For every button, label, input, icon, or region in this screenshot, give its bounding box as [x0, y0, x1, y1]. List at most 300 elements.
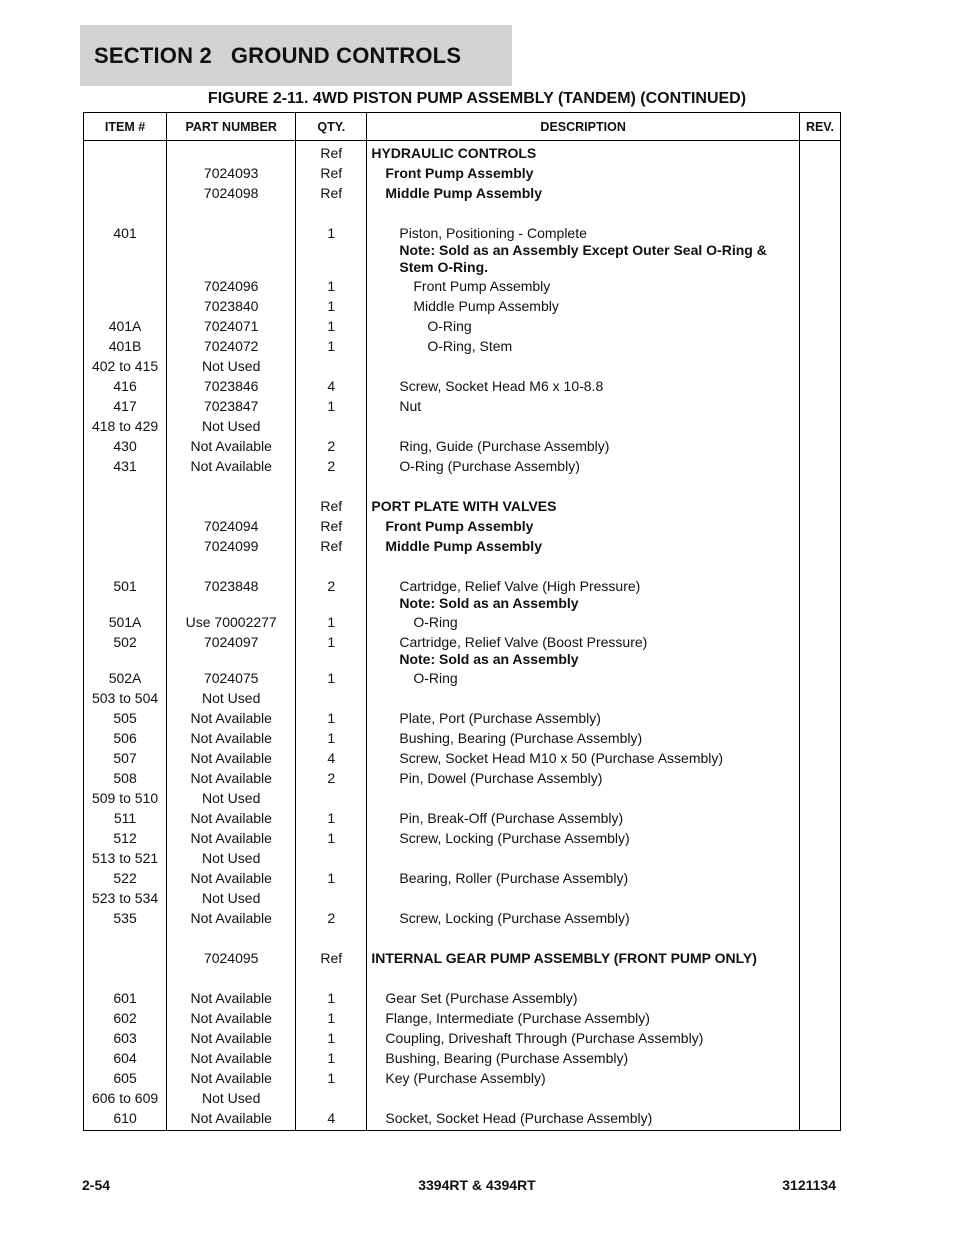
qty-cell-text: [296, 788, 366, 790]
rev-cell: [799, 1068, 840, 1088]
table-spacer-row: [84, 556, 841, 576]
description-text: Front Pump Assembly: [385, 518, 534, 534]
description-cell: [367, 808, 800, 828]
table-spacer-row: [84, 968, 841, 988]
qty-cell: [296, 496, 367, 516]
description-text: Nut: [399, 398, 422, 414]
rev-cell: [799, 828, 840, 848]
description-cell: [367, 223, 800, 276]
description-text: O-Ring (Purchase Assembly): [399, 458, 580, 474]
part-number-cell: [167, 768, 296, 788]
qty-cell-text: 1: [327, 225, 336, 241]
rev-cell: [799, 788, 840, 808]
table-row: [84, 336, 841, 356]
item-number-cell-text: [84, 496, 166, 498]
qty-cell-text: Ref: [320, 498, 343, 514]
table-spacer-row: [84, 928, 841, 948]
item-number-cell-text: [84, 276, 166, 278]
item-number-cell-text: 602: [113, 1010, 137, 1026]
description-text: Pin, Break-Off (Purchase Assembly): [399, 810, 624, 826]
part-number-cell: [167, 356, 296, 376]
description-text: Gear Set (Purchase Assembly): [385, 990, 578, 1006]
part-number-cell: [167, 828, 296, 848]
item-number-cell: [84, 808, 167, 828]
part-number-cell: [167, 988, 296, 1008]
item-number-cell: [84, 516, 167, 536]
item-number-cell-text: 513 to 521: [91, 850, 159, 866]
item-number-cell-text: 503 to 504: [91, 690, 159, 706]
part-number-cell: [167, 296, 296, 316]
part-number-cell-text: [167, 223, 295, 225]
item-number-cell-text: [84, 183, 166, 185]
description-text: Piston, Positioning - Complete: [399, 225, 587, 241]
item-number-cell-text: 402 to 415: [91, 358, 159, 374]
table-row: [84, 276, 841, 296]
part-number-cell-text: Not Available: [190, 810, 272, 826]
item-number-cell-text: [84, 143, 166, 145]
item-number-cell-text: 401: [113, 225, 137, 241]
rev-cell: [799, 141, 840, 164]
qty-cell: [296, 276, 367, 296]
rev-cell: [799, 576, 840, 612]
part-number-cell: [167, 788, 296, 808]
description-cell: [367, 728, 800, 748]
column-header-rev: REV.: [799, 113, 840, 141]
qty-cell-text: Ref: [320, 950, 343, 966]
part-number-cell: [167, 612, 296, 632]
document-number: 3121134: [782, 1177, 836, 1193]
qty-cell: [296, 456, 367, 476]
part-number-cell-text: 7024096: [203, 278, 259, 294]
qty-cell-text: 1: [327, 614, 336, 630]
qty-cell-text: 1: [327, 870, 336, 886]
table-row: [84, 296, 841, 316]
table-row: [84, 1028, 841, 1048]
rev-cell: [799, 612, 840, 632]
table-row: [84, 1008, 841, 1028]
rev-cell: [799, 748, 840, 768]
spacer-cell: [799, 476, 840, 496]
part-number-cell-text: 7023847: [203, 398, 259, 414]
qty-cell-text: [296, 888, 366, 890]
description-text: Flange, Intermediate (Purchase Assembly): [385, 1010, 650, 1026]
item-number-cell-text: 535: [113, 910, 137, 926]
part-number-cell: [167, 1088, 296, 1108]
qty-cell-text: 1: [327, 830, 336, 846]
part-number-cell-text: Not Available: [190, 458, 272, 474]
item-number-cell: [84, 276, 167, 296]
table-row: [84, 223, 841, 276]
table-row: [84, 536, 841, 556]
qty-cell-text: Ref: [320, 165, 343, 181]
part-number-cell-text: Not Used: [202, 850, 261, 866]
rev-cell: [799, 516, 840, 536]
table-row: [84, 612, 841, 632]
table-row: [84, 728, 841, 748]
rev-cell: [799, 948, 840, 968]
description-cell: [367, 396, 800, 416]
qty-cell-text: 1: [327, 990, 336, 1006]
spacer-cell: [799, 203, 840, 223]
spacer-cell: [167, 556, 296, 576]
table-row: [84, 416, 841, 436]
rev-cell: [799, 456, 840, 476]
qty-cell-text: Ref: [320, 538, 343, 554]
table-row: [84, 708, 841, 728]
qty-cell-text: Ref: [320, 145, 343, 161]
qty-cell: [296, 1028, 367, 1048]
description-cell: [367, 612, 800, 632]
description-cell: [367, 788, 800, 808]
rev-cell: [799, 988, 840, 1008]
description-cell: [367, 456, 800, 476]
spacer-cell: [296, 968, 367, 988]
item-number-cell-text: 431: [113, 458, 137, 474]
description-cell: [367, 496, 800, 516]
qty-cell-text: 1: [327, 318, 336, 334]
item-number-cell: [84, 748, 167, 768]
item-number-cell-text: 511: [113, 810, 137, 826]
rev-cell: [799, 223, 840, 276]
spacer-cell: [296, 556, 367, 576]
qty-cell: [296, 868, 367, 888]
description-text: PORT PLATE WITH VALVES: [371, 498, 557, 514]
table-row: [84, 376, 841, 396]
item-number-cell: [84, 908, 167, 928]
qty-cell: [296, 1108, 367, 1131]
qty-cell: [296, 728, 367, 748]
qty-cell-text: 2: [327, 910, 336, 926]
table-row: [84, 163, 841, 183]
model-name: 3394RT & 4394RT: [418, 1177, 536, 1193]
rev-cell: [799, 436, 840, 456]
description-text: Cartridge, Relief Valve (High Pressure): [399, 578, 641, 594]
spacer-cell: [167, 476, 296, 496]
item-number-cell-text: 610: [113, 1110, 137, 1126]
part-number-cell-text: Not Available: [190, 910, 272, 926]
description-cell: [367, 748, 800, 768]
table-row: [84, 988, 841, 1008]
description-cell: [367, 141, 800, 164]
rev-cell: [799, 1048, 840, 1068]
spacer-cell: [84, 203, 167, 223]
description-cell: [367, 183, 800, 203]
spacer-cell: [799, 556, 840, 576]
table-row: [84, 828, 841, 848]
qty-cell-text: 2: [327, 770, 336, 786]
description-text: HYDRAULIC CONTROLS: [371, 145, 537, 161]
part-number-cell-text: 7024094: [203, 518, 259, 534]
qty-cell: [296, 1088, 367, 1108]
spacer-cell: [367, 928, 800, 948]
item-number-cell-text: 604: [113, 1050, 137, 1066]
rev-cell: [799, 808, 840, 828]
item-number-cell: [84, 436, 167, 456]
description-cell: [367, 276, 800, 296]
description-cell: [367, 1008, 800, 1028]
rev-cell: [799, 183, 840, 203]
table-row: [84, 632, 841, 668]
qty-cell-text: [296, 1088, 366, 1090]
qty-cell: [296, 183, 367, 203]
table-row: [84, 768, 841, 788]
spacer-cell: [367, 203, 800, 223]
item-number-cell: [84, 1048, 167, 1068]
item-number-cell-text: 606 to 609: [91, 1090, 159, 1106]
part-number-cell: [167, 632, 296, 668]
parts-table: [83, 112, 841, 1131]
description-cell: [367, 416, 800, 436]
description-cell: [367, 1048, 800, 1068]
spacer-cell: [167, 203, 296, 223]
rev-cell: [799, 688, 840, 708]
part-number-cell: [167, 1068, 296, 1088]
description-cell: [367, 1068, 800, 1088]
part-number-cell-text: Not Available: [190, 1010, 272, 1026]
item-number-cell-text: 401B: [108, 338, 142, 354]
item-number-cell: [84, 868, 167, 888]
column-header-item: ITEM #: [84, 113, 167, 141]
part-number-cell: [167, 141, 296, 164]
part-number-cell-text: 7024075: [203, 670, 259, 686]
rev-cell: [799, 1088, 840, 1108]
item-number-cell-text: 601: [113, 990, 137, 1006]
rev-cell: [799, 1108, 840, 1131]
spacer-cell: [799, 968, 840, 988]
rev-cell: [799, 276, 840, 296]
page-number: 2-54: [82, 1177, 111, 1193]
qty-cell-text: [296, 688, 366, 690]
item-number-cell: [84, 948, 167, 968]
qty-cell-text: [296, 848, 366, 850]
part-number-cell-text: Not Used: [202, 358, 261, 374]
table-row: [84, 456, 841, 476]
item-number-cell: [84, 496, 167, 516]
part-number-cell: [167, 848, 296, 868]
part-number-cell-text: Not Available: [190, 750, 272, 766]
description-note: Note: Sold as an Assembly: [399, 595, 579, 611]
item-number-cell-text: [84, 536, 166, 538]
description-cell: [367, 948, 800, 968]
description-cell: [367, 516, 800, 536]
item-number-cell: [84, 316, 167, 336]
description-text: Screw, Locking (Purchase Assembly): [399, 910, 630, 926]
part-number-cell-text: [167, 496, 295, 498]
description-cell: [367, 436, 800, 456]
item-number-cell: [84, 728, 167, 748]
qty-cell-text: 1: [327, 810, 336, 826]
item-number-cell: [84, 848, 167, 868]
qty-cell: [296, 163, 367, 183]
qty-cell: [296, 908, 367, 928]
item-number-cell-text: 417: [113, 398, 137, 414]
qty-cell: [296, 828, 367, 848]
description-text: Cartridge, Relief Valve (Boost Pressure): [399, 634, 648, 650]
spacer-cell: [367, 476, 800, 496]
part-number-cell: [167, 496, 296, 516]
description-text: Plate, Port (Purchase Assembly): [399, 710, 601, 726]
description-cell: [367, 632, 800, 668]
item-number-cell: [84, 688, 167, 708]
description-cell: [367, 576, 800, 612]
spacer-cell: [367, 968, 800, 988]
description-cell: [367, 1028, 800, 1048]
part-number-cell-text: Not Used: [202, 690, 261, 706]
table-row: [84, 1088, 841, 1108]
item-number-cell: [84, 1108, 167, 1131]
rev-cell: [799, 296, 840, 316]
qty-cell: [296, 576, 367, 612]
table-row: [84, 668, 841, 688]
item-number-cell: [84, 456, 167, 476]
rev-cell: [799, 316, 840, 336]
table-row: [84, 396, 841, 416]
description-text: O-Ring: [413, 614, 458, 630]
item-number-cell: [84, 141, 167, 164]
part-number-cell: [167, 688, 296, 708]
qty-cell: [296, 396, 367, 416]
rev-cell: [799, 632, 840, 668]
description-cell: [367, 376, 800, 396]
table-row: [84, 808, 841, 828]
qty-cell-text: 1: [327, 670, 336, 686]
rev-cell: [799, 848, 840, 868]
part-number-cell-text: Not Used: [202, 790, 261, 806]
column-header-description: DESCRIPTION: [367, 113, 800, 141]
item-number-cell: [84, 416, 167, 436]
description-note: Note: Sold as an Assembly: [399, 651, 579, 667]
table-row: [84, 1068, 841, 1088]
description-text: Front Pump Assembly: [413, 278, 551, 294]
rev-cell: [799, 708, 840, 728]
qty-cell: [296, 376, 367, 396]
qty-cell: [296, 141, 367, 164]
part-number-cell-text: Not Available: [190, 730, 272, 746]
description-cell: [367, 296, 800, 316]
item-number-cell-text: 605: [113, 1070, 137, 1086]
table-row: [84, 1108, 841, 1131]
description-text: Screw, Socket Head M10 x 50 (Purchase Assembly): [399, 750, 724, 766]
table-row: [84, 908, 841, 928]
part-number-cell-text: Not Available: [190, 1030, 272, 1046]
part-number-cell-text: Not Available: [190, 1050, 272, 1066]
part-number-cell-text: 7024099: [203, 538, 259, 554]
qty-cell-text: 4: [327, 1110, 336, 1126]
rev-cell: [799, 376, 840, 396]
spacer-cell: [84, 556, 167, 576]
item-number-cell-text: 430: [113, 438, 137, 454]
spacer-cell: [367, 556, 800, 576]
part-number-cell: [167, 868, 296, 888]
table-row: [84, 748, 841, 768]
item-number-cell-text: 523 to 534: [91, 890, 159, 906]
description-text: O-Ring, Stem: [427, 338, 513, 354]
qty-cell: [296, 316, 367, 336]
rev-cell: [799, 163, 840, 183]
part-number-cell: [167, 536, 296, 556]
section-banner: [80, 25, 512, 86]
rev-cell: [799, 908, 840, 928]
item-number-cell-text: 506: [113, 730, 137, 746]
qty-cell: [296, 788, 367, 808]
qty-cell: [296, 516, 367, 536]
rev-cell: [799, 768, 840, 788]
table-row: [84, 356, 841, 376]
qty-cell-text: 2: [327, 578, 336, 594]
description-text: O-Ring: [413, 670, 458, 686]
part-number-cell: [167, 1028, 296, 1048]
table-row: [84, 848, 841, 868]
qty-cell-text: 1: [327, 634, 336, 650]
item-number-cell-text: [84, 948, 166, 950]
description-cell: [367, 536, 800, 556]
spacer-cell: [84, 968, 167, 988]
qty-cell-text: 1: [327, 398, 336, 414]
table-row: [84, 788, 841, 808]
part-number-cell: [167, 183, 296, 203]
description-text: Screw, Socket Head M6 x 10-8.8: [399, 378, 604, 394]
qty-cell: [296, 808, 367, 828]
qty-cell-text: 1: [327, 730, 336, 746]
description-text: Socket, Socket Head (Purchase Assembly): [385, 1110, 653, 1126]
table-row: [84, 516, 841, 536]
part-number-cell-text: 7024097: [203, 634, 259, 650]
item-number-cell-text: [84, 163, 166, 165]
rev-cell: [799, 868, 840, 888]
description-text: Screw, Locking (Purchase Assembly): [399, 830, 630, 846]
spacer-cell: [84, 476, 167, 496]
table-row: [84, 948, 841, 968]
rev-cell: [799, 888, 840, 908]
part-number-cell-text: 7024095: [203, 950, 259, 966]
description-cell: [367, 316, 800, 336]
item-number-cell-text: 509 to 510: [91, 790, 159, 806]
part-number-cell: [167, 436, 296, 456]
part-number-cell-text: 7024093: [203, 165, 259, 181]
spacer-cell: [84, 928, 167, 948]
qty-cell: [296, 1048, 367, 1068]
item-number-cell-text: 507: [113, 750, 137, 766]
part-number-cell-text: [167, 143, 295, 145]
table-row: [84, 496, 841, 516]
rev-cell: [799, 536, 840, 556]
item-number-cell: [84, 828, 167, 848]
item-number-cell: [84, 1068, 167, 1088]
item-number-cell: [84, 536, 167, 556]
column-header-qty: QTY.: [296, 113, 367, 141]
part-number-cell: [167, 456, 296, 476]
part-number-cell-text: Not Available: [190, 1110, 272, 1126]
qty-cell-text: 1: [327, 278, 336, 294]
description-cell: [367, 828, 800, 848]
table-row: [84, 141, 841, 164]
qty-cell-text: 2: [327, 438, 336, 454]
part-number-cell: [167, 668, 296, 688]
table-row: [84, 688, 841, 708]
rev-cell: [799, 668, 840, 688]
qty-cell: [296, 536, 367, 556]
description-cell: [367, 668, 800, 688]
item-number-cell: [84, 1088, 167, 1108]
qty-cell: [296, 356, 367, 376]
part-number-cell: [167, 1108, 296, 1131]
item-number-cell-text: 603: [113, 1030, 137, 1046]
table-row: [84, 183, 841, 203]
part-number-cell-text: 7023840: [203, 298, 259, 314]
rev-cell: [799, 496, 840, 516]
part-number-cell-text: Not Available: [190, 770, 272, 786]
description-cell: [367, 988, 800, 1008]
